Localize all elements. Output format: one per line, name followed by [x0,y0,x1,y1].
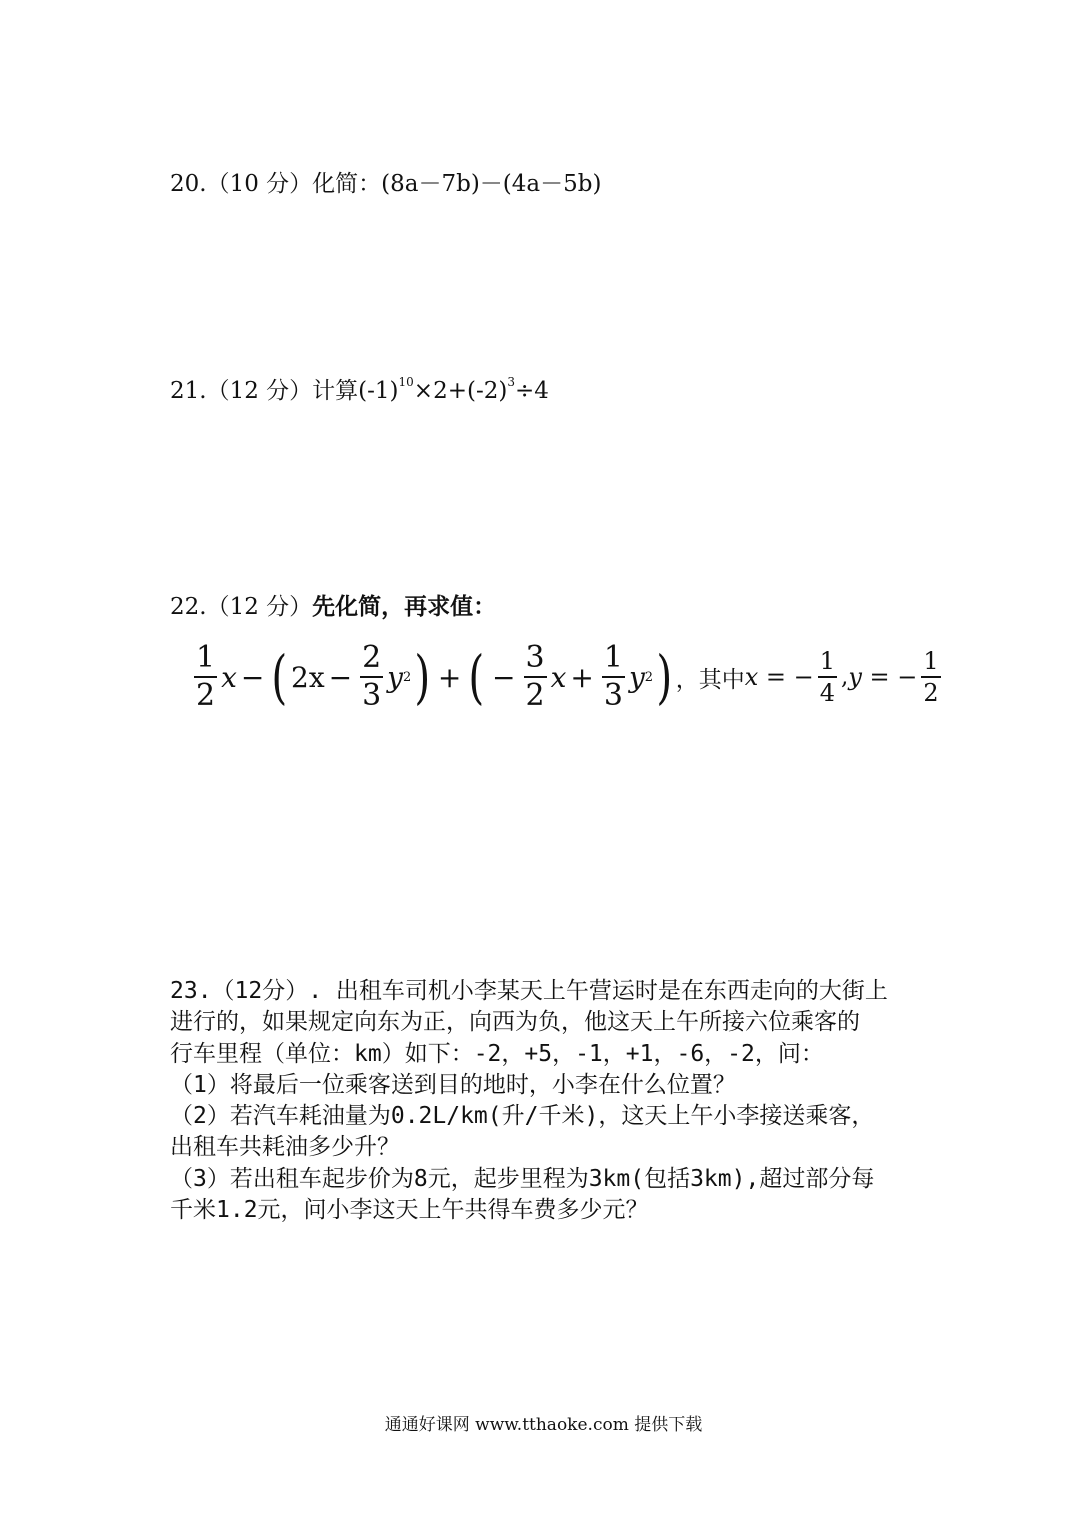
operator-plus: + [570,660,594,694]
right-paren: ) [414,643,431,711]
comma: , [841,664,849,690]
square-exp: 2 [644,669,654,685]
square-exp: 2 [403,669,412,685]
var-x: x [550,660,567,694]
simplify-formula [190,640,945,714]
question-23-line: 进行的，如果规定向东为正，向西为负，他这天上午所接六位乘客的 [170,1009,860,1036]
operator-minus: − [240,660,265,694]
fraction-2: $\frac{2}{3}$ [362,640,382,713]
term-2x: 2x [291,660,325,694]
where-text: ，其中 [675,666,745,693]
fraction-1: $\frac{1}{2}$ [196,640,216,713]
question-23 [170,976,888,1226]
question-22 [170,588,496,621]
question-23-line: （2）若汽车耗油量为0.2L/km(升/千米)，这天上午小李接送乘客， [170,1103,875,1130]
var-y: y [387,660,403,694]
fraction-3: $\frac{3}{2}$ [525,640,545,713]
question-21-mid: ×2+(-2) [413,378,508,404]
fraction-4: $\frac{1}{3}$ [603,640,623,713]
question-20 [170,165,601,198]
question-23-line: 23.（12分）. 出租车司机小李某天上午营运时是在东西走向的大街上 [170,978,888,1004]
right-paren: ) [656,643,673,711]
question-21-suffix: ÷4 [514,378,549,404]
var-x: x [221,660,237,694]
question-23-line: （3）若出租车起步价为8元，起步里程为3km(包括3km),超过部分每 [170,1165,875,1192]
question-23-line: （1）将最后一位乘客送到目的地时，小李在什么位置？ [170,1071,736,1098]
left-paren: ( [468,643,485,711]
y-equals: y = − [848,663,918,691]
question-23-line: 出租车共耗油多少升？ [170,1134,400,1161]
question-20-text: 20.（10 分）化简：(8a－7b)－(4a－5b) [170,171,602,197]
operator-minus: − [328,660,353,694]
page-footer: 通通好课网 www.tthaoke.com 提供下载 [384,1415,703,1435]
question-22-label: 22.（12 分） [170,594,313,620]
x-equals: x = − [744,663,814,691]
question-21-prefix: 21.（12 分）计算(-1) [170,378,399,404]
question-21 [170,372,549,405]
exponent-2: 3 [507,375,515,389]
exponent-1: 10 [398,375,414,389]
question-23-line: 行车里程（单位：km）如下：-2，+5，-1，+1，-6，-2，问： [170,1040,824,1067]
operator-plus: + [437,660,462,694]
question-23-line: 千米1.2元，问小李这天上午共得车费多少元？ [170,1197,649,1224]
operator-neg: − [492,660,516,694]
y-value-fraction: $\frac{1}{2}$ [923,647,939,707]
var-y: y [628,660,645,694]
x-value-fraction: $\frac{1}{4}$ [819,647,835,707]
question-22-instruction: 先化简，再求值： [312,593,497,620]
left-paren: ( [271,643,288,711]
